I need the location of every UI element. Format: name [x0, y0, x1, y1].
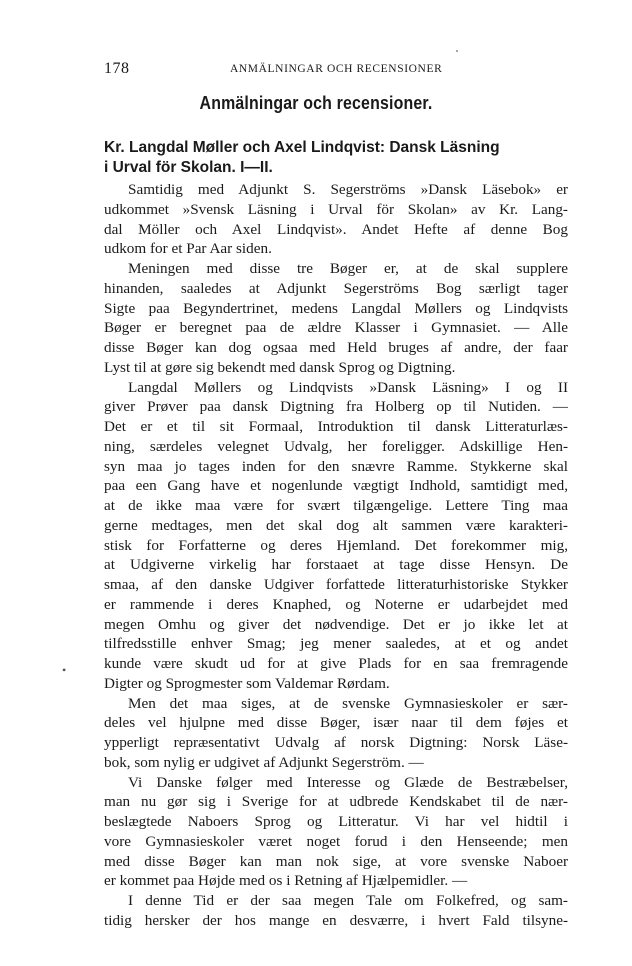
- text-line: Langdal Møllers og Lindqvists »Dansk Läsning» I og II: [128, 378, 568, 396]
- text-line: bok, som nylig er udgivet af Adjunkt Segerström. —: [104, 753, 424, 771]
- text-line: deles vel hjulpne med disse Bøger, især naar til dem føjes et: [104, 714, 568, 732]
- text-line: megen Omhu og giver det nødvendige. Det er jo ikke let at: [104, 615, 568, 633]
- text-line: giver Prøver paa dansk Digtning fra Holberg op til Nutiden. —: [104, 398, 568, 416]
- section-title: Anmälningar och recensioner.: [199, 92, 433, 113]
- text-line: Sigte paa Begyndertrinet, medens Langdal Møllers og Lindqvists: [104, 299, 568, 317]
- text-line: at de ikke maa være for svært tilgængelige. Lettere Ting maa: [104, 497, 568, 514]
- article-heading-line: Kr. Langdal Møller och Axel Lindqvist: Dansk Läsning: [104, 139, 500, 156]
- text-line: er kommet paa Højde med os i Retning af Hjælpemidler. —: [104, 872, 468, 890]
- text-line: Det er et til sit Formaal, Introduktion til dansk Litteraturlæs-: [104, 418, 568, 435]
- text-line: Meningen med disse tre Bøger er, at de skal supplere: [128, 260, 568, 277]
- text-line: kunde være skudt ud for at give Plads for en saa fremragende: [104, 655, 568, 672]
- text-line: Bøger er beregnet paa de ældre Klasser i Gymnasiet. — Alle: [104, 319, 568, 337]
- text-line: udkom for et Par Aar siden.: [104, 240, 272, 258]
- text-line: tidig hersker der hos mange en desværre, i hvert Fald tilsyne-: [104, 911, 568, 929]
- text-line: smaa, af den danske Udgiver forfattede litteraturhistoriske Stykker: [104, 576, 568, 593]
- text-line: med disse Bøger kan man nok sige, at vore svenske Naboer: [104, 852, 568, 870]
- text-line: stisk for Forfatterne og deres Hjemland. Det forekommer mig,: [104, 536, 568, 554]
- text-line: Digter og Sprogmester som Valdemar Rørdam.: [104, 674, 390, 692]
- text-line: tilfredsstille enhver Smag; jeg mener saaledes, at et og andet: [104, 635, 568, 653]
- text-line: disse Bøger kan dog ogsaa med Held bruges af andre, der faar: [104, 339, 568, 356]
- text-line: dal Möller och Axel Lindqvist». Andet Hefte af denne Bog: [104, 220, 568, 238]
- text-line: man nu gør sig i Sverige for at udbrede Kendskabet til de nær-: [104, 793, 568, 811]
- article-heading-line: i Urval för Skolan. I—II.: [104, 159, 273, 176]
- text-line: Men det maa siges, at de svenske Gymnasieskoler er sær-: [128, 694, 568, 712]
- text-line: paa een Gang have et nogenlunde vægtigt Indhold, samtidigt med,: [104, 477, 568, 495]
- text-line: I denne Tid er der saa megen Tale om Folkefred, og sam-: [128, 892, 568, 909]
- text-line: syn maa jo tages inden for den snævre Ramme. Stykkerne skal: [104, 457, 568, 475]
- text-line: Vi Danske følger med Interesse og Glæde de Bestræbelser,: [128, 773, 568, 791]
- page-number: 178: [104, 60, 130, 77]
- text-line: ypperligt repræsentativt Udvalg af norsk Digtning: Norsk Läse-: [104, 734, 568, 751]
- running-title: ANMÄLNINGAR OCH RECENSIONER: [230, 63, 443, 75]
- text-line: udkommet »Svensk Läsning i Urval för Skolan» av Kr. Lang-: [104, 200, 568, 218]
- text-line: Samtidig med Adjunkt S. Segerströms »Dansk Läsebok» er: [128, 181, 568, 198]
- article-heading: [104, 138, 568, 178]
- text-line: Lyst til at gøre sig bekendt med dansk Sprog og Digtning.: [104, 358, 456, 376]
- text-line: er rammende i deres Knaphed, og Noterne er udarbejdet med: [104, 595, 568, 613]
- print-speck: [456, 50, 458, 52]
- text-line: gerne medtages, men det skal dog alt sammen være karakteri-: [104, 516, 568, 534]
- text-line: beslægtede Naboers Sprog og Litteratur. Vi har vel hidtil i: [104, 813, 568, 830]
- text-line: vore Gymnasieskoler været noget forud i den Henseende; men: [104, 832, 568, 850]
- text-line: ning, særdeles velegnet Udvalg, her foreligger. Adskillige Hen-: [104, 437, 568, 455]
- article-body: [104, 180, 568, 931]
- margin-mark: •: [62, 663, 67, 677]
- running-head: [104, 60, 564, 80]
- text-line: at Udgiverne virkelig har forstaaet at tage disse Hensyn. De: [104, 556, 568, 574]
- text-line: hinanden, saaledes at Adjunkt Segerströms Bog særligt tager: [104, 279, 568, 297]
